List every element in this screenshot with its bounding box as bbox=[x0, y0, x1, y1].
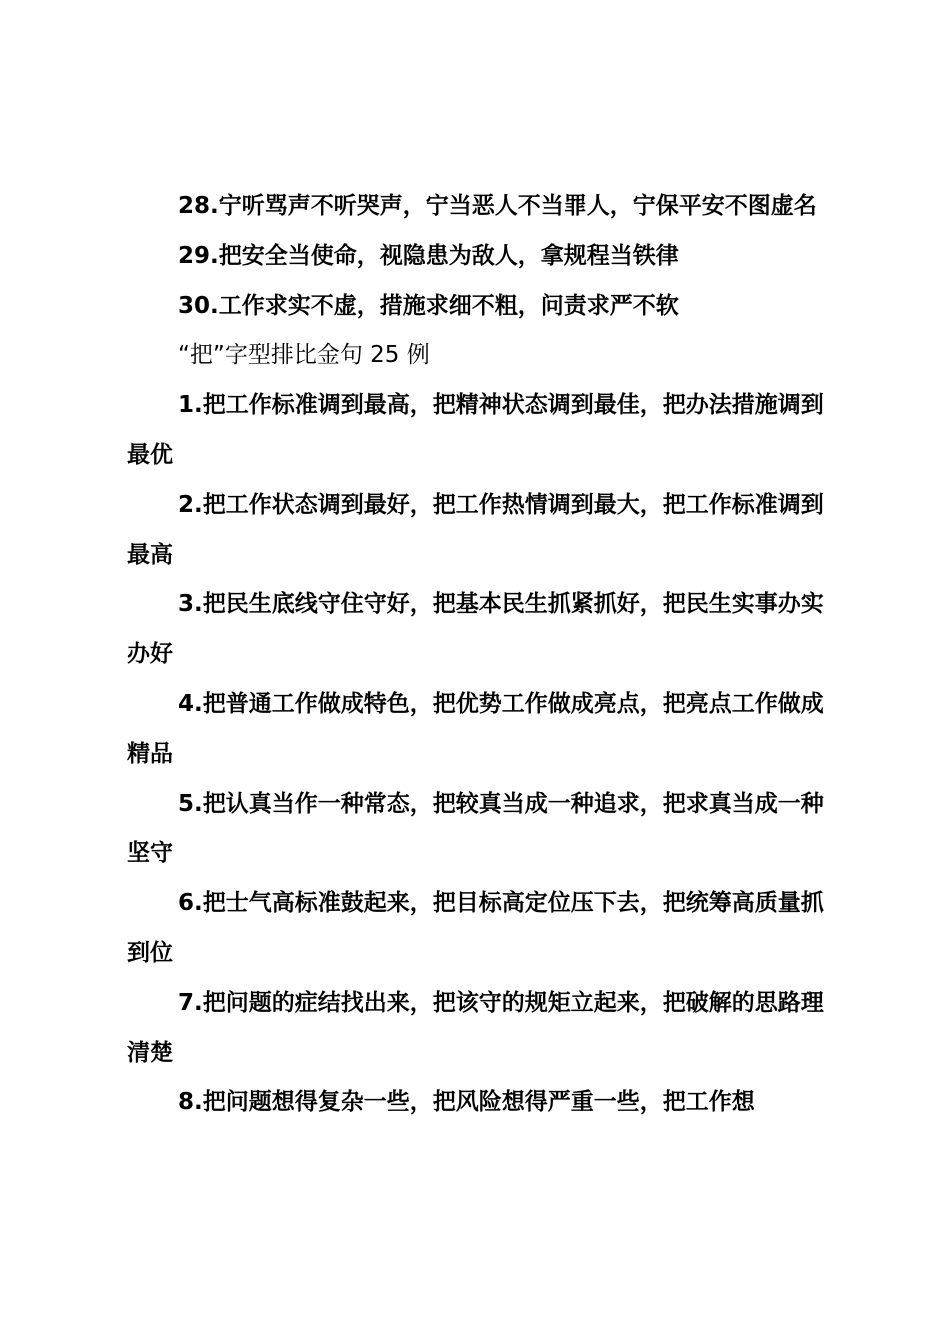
paragraph-6: 6.把士气高标准鼓起来，把目标高定位压下去，把统筹高质量抓到位 bbox=[127, 890, 824, 966]
section-heading: “把”字型排比金句 25 例 bbox=[178, 342, 430, 369]
document-body bbox=[127, 182, 835, 1128]
paragraph-7: 7.把问题的症结找出来，把该守的规矩立起来，把破解的思路理清楚 bbox=[127, 989, 824, 1066]
paragraph-1: 1.把工作标准调到最高，把精神状态调到最佳，把办法措施调到最优 bbox=[127, 392, 824, 468]
paragraph-2: 2.把工作状态调到最好，把工作热情调到最大，把工作标准调到最高 bbox=[127, 491, 824, 568]
paragraph-29: 29.把安全当使命，视隐患为敌人，拿规程当铁律 bbox=[178, 242, 679, 269]
paragraph-30: 30.工作求实不虚，措施求细不粗，问责求严不软 bbox=[178, 292, 679, 319]
paragraph-5: 5.把认真当作一种常态，把较真当成一种追求，把求真当成一种坚守 bbox=[127, 790, 824, 867]
paragraph-4: 4.把普通工作做成特色，把优势工作做成亮点，把亮点工作做成精品 bbox=[127, 690, 824, 767]
paragraph-28: 28.宁听骂声不听哭声，宁当恶人不当罪人，宁保平安不图虚名 bbox=[178, 193, 817, 219]
paragraph-3: 3.把民生底线守住守好，把基本民生抓紧抓好，把民生实事办实办好 bbox=[127, 591, 824, 668]
paragraph-8: 8.把问题想得复杂一些，把风险想得严重一些，把工作想 bbox=[178, 1089, 755, 1116]
